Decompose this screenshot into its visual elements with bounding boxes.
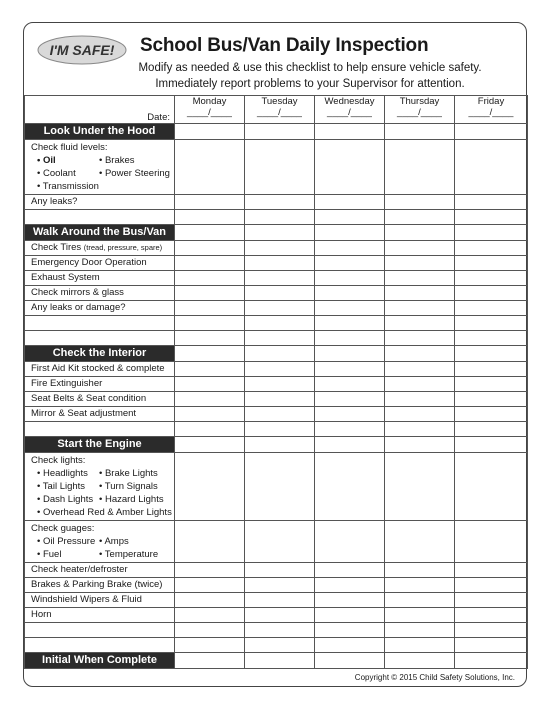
check-cell[interactable] <box>385 377 455 392</box>
check-cell[interactable] <box>455 578 528 593</box>
checklist-row <box>25 563 528 578</box>
section-engine <box>25 437 528 453</box>
check-gauges-item: Check guages: • Oil Pressure • Amps • Fuel • Temperature <box>25 521 175 563</box>
blank-row <box>25 422 528 437</box>
section-title: Walk Around the Bus/Van <box>25 225 175 241</box>
check-cell[interactable] <box>385 608 455 623</box>
check-cell[interactable] <box>175 362 245 377</box>
checklist-row <box>25 453 528 521</box>
day-thursday: Thursday ____/____ <box>385 96 455 124</box>
check-cell[interactable] <box>245 286 315 301</box>
check-cell[interactable] <box>245 301 315 316</box>
check-cell[interactable] <box>245 377 315 392</box>
check-cell[interactable] <box>175 407 245 422</box>
check-cell[interactable] <box>175 301 245 316</box>
checklist-row <box>25 195 528 210</box>
check-cell[interactable] <box>385 362 455 377</box>
check-cell[interactable] <box>245 563 315 578</box>
initial-cell[interactable] <box>175 653 245 669</box>
check-cell[interactable] <box>245 578 315 593</box>
check-cell[interactable] <box>315 195 385 210</box>
section-initial <box>25 653 528 669</box>
check-cell[interactable] <box>245 407 315 422</box>
date-label: Date: <box>25 96 175 124</box>
check-cell[interactable] <box>455 241 528 256</box>
check-cell[interactable] <box>315 140 385 195</box>
check-cell[interactable] <box>175 453 245 521</box>
check-cell[interactable] <box>385 392 455 407</box>
checklist-row <box>25 256 528 271</box>
check-cell[interactable] <box>455 392 528 407</box>
check-cell[interactable] <box>455 453 528 521</box>
initial-cell[interactable] <box>315 653 385 669</box>
check-cell[interactable] <box>315 286 385 301</box>
initial-cell[interactable] <box>455 653 528 669</box>
check-cell[interactable] <box>245 140 315 195</box>
checklist-row <box>25 608 528 623</box>
day-tuesday: Tuesday ____/____ <box>245 96 315 124</box>
check-cell[interactable] <box>175 286 245 301</box>
check-cell[interactable] <box>315 392 385 407</box>
item-label: Any leaks or damage? <box>25 301 175 316</box>
check-cell[interactable] <box>455 301 528 316</box>
item-label: Seat Belts & Seat condition <box>25 392 175 407</box>
item-label: Fire Extinguisher <box>25 377 175 392</box>
check-cell[interactable] <box>315 521 385 563</box>
logo-text: I'M SAFE! <box>49 42 115 58</box>
check-cell[interactable] <box>175 140 245 195</box>
check-cell[interactable] <box>175 593 245 608</box>
check-cell[interactable] <box>455 195 528 210</box>
check-cell[interactable] <box>455 407 528 422</box>
check-cell[interactable] <box>245 453 315 521</box>
check-cell[interactable] <box>385 195 455 210</box>
check-cell[interactable] <box>385 286 455 301</box>
blank-row <box>25 316 528 331</box>
check-cell[interactable] <box>455 362 528 377</box>
check-cell[interactable] <box>245 593 315 608</box>
check-cell[interactable] <box>175 271 245 286</box>
item-label: Check mirrors & glass <box>25 286 175 301</box>
check-cell[interactable] <box>455 271 528 286</box>
check-cell[interactable] <box>245 392 315 407</box>
item-label: Horn <box>25 608 175 623</box>
check-cell[interactable] <box>175 521 245 563</box>
check-cell[interactable] <box>245 608 315 623</box>
inspection-table <box>24 95 528 669</box>
blank-row <box>25 638 528 653</box>
section-walk <box>25 225 528 241</box>
check-cell[interactable] <box>455 563 528 578</box>
check-cell[interactable] <box>455 608 528 623</box>
fluid-levels-item: Check fluid levels: • Oil • Brakes • Coolant • Power Steering • Transmission <box>25 140 175 195</box>
check-cell[interactable] <box>175 392 245 407</box>
item-label: Exhaust System <box>25 271 175 286</box>
check-cell[interactable] <box>455 593 528 608</box>
checklist-row <box>25 593 528 608</box>
section-title: Start the Engine <box>25 437 175 453</box>
check-cell[interactable] <box>175 256 245 271</box>
check-cell[interactable] <box>175 563 245 578</box>
day-monday: Monday ____/____ <box>175 96 245 124</box>
initial-cell[interactable] <box>245 653 315 669</box>
item-label: Brakes & Parking Brake (twice) <box>25 578 175 593</box>
initial-cell[interactable] <box>385 653 455 669</box>
section-title: Initial When Complete <box>25 653 175 669</box>
check-cell[interactable] <box>385 271 455 286</box>
check-cell[interactable] <box>315 301 385 316</box>
item-label: Windshield Wipers & Fluid <box>25 593 175 608</box>
check-cell[interactable] <box>385 593 455 608</box>
check-cell[interactable] <box>315 271 385 286</box>
check-cell[interactable] <box>455 140 528 195</box>
check-lights-item: Check lights: • Headlights • Brake Lights • Tail Lights • Turn Signals • Dash Lights • Hazard Lights • Overhead Red & Amber Lights <box>25 453 175 521</box>
checklist-row <box>25 301 528 316</box>
check-cell[interactable] <box>245 271 315 286</box>
section-interior <box>25 346 528 362</box>
check-cell[interactable] <box>385 578 455 593</box>
blank-row <box>25 210 528 225</box>
check-cell[interactable] <box>315 256 385 271</box>
item-label: Emergency Door Operation <box>25 256 175 271</box>
item-label: Check Tires (tread, pressure, spare) <box>25 241 175 256</box>
checklist-row <box>25 140 528 195</box>
item-label: Check heater/defroster <box>25 563 175 578</box>
check-cell[interactable] <box>385 407 455 422</box>
check-cell[interactable] <box>175 608 245 623</box>
check-cell[interactable] <box>245 195 315 210</box>
section-title: Look Under the Hood <box>25 124 175 140</box>
check-cell[interactable] <box>455 256 528 271</box>
checklist-row <box>25 578 528 593</box>
check-cell[interactable] <box>175 195 245 210</box>
day-wednesday: Wednesday ____/____ <box>315 96 385 124</box>
check-cell[interactable] <box>455 377 528 392</box>
checklist-row <box>25 241 528 256</box>
check-cell[interactable] <box>385 241 455 256</box>
check-cell[interactable] <box>315 578 385 593</box>
check-cell[interactable] <box>315 377 385 392</box>
check-cell[interactable] <box>245 241 315 256</box>
item-label: Any leaks? <box>25 195 175 210</box>
day-friday: Friday ____/____ <box>455 96 528 124</box>
copyright-notice: Copyright © 2015 Child Safety Solutions, Inc. <box>354 673 515 682</box>
blank-row <box>25 623 528 638</box>
check-cell[interactable] <box>315 362 385 377</box>
item-label: Mirror & Seat adjustment <box>25 407 175 422</box>
check-cell[interactable] <box>315 241 385 256</box>
check-cell[interactable] <box>315 593 385 608</box>
subtitle-line-1: Modify as needed & use this checklist to help ensure vehicle safety. <box>138 62 482 74</box>
checklist-row <box>25 521 528 563</box>
check-cell[interactable] <box>175 241 245 256</box>
im-safe-logo <box>36 34 128 66</box>
checklist-row <box>25 407 528 422</box>
check-cell[interactable] <box>385 140 455 195</box>
checklist-row <box>25 392 528 407</box>
check-cell[interactable] <box>385 563 455 578</box>
check-cell[interactable] <box>385 453 455 521</box>
subtitle-line-2: Immediately report problems to your Supervisor for attention. <box>155 78 465 90</box>
section-hood <box>25 124 528 140</box>
check-cell[interactable] <box>385 521 455 563</box>
checklist-row <box>25 362 528 377</box>
check-cell[interactable] <box>175 377 245 392</box>
check-cell[interactable] <box>245 256 315 271</box>
check-cell[interactable] <box>245 362 315 377</box>
check-cell[interactable] <box>455 286 528 301</box>
checklist-row <box>25 271 528 286</box>
check-cell[interactable] <box>245 521 315 563</box>
check-cell[interactable] <box>315 563 385 578</box>
checklist-row <box>25 286 528 301</box>
check-cell[interactable] <box>455 521 528 563</box>
section-title: Check the Interior <box>25 346 175 362</box>
blank-row <box>25 331 528 346</box>
header-row <box>25 96 528 124</box>
page-title: School Bus/Van Daily Inspection <box>140 35 429 56</box>
check-cell[interactable] <box>315 453 385 521</box>
check-cell[interactable] <box>175 578 245 593</box>
check-cell[interactable] <box>315 407 385 422</box>
page-subtitle <box>120 60 500 92</box>
check-cell[interactable] <box>315 608 385 623</box>
check-cell[interactable] <box>385 256 455 271</box>
item-label: First Aid Kit stocked & complete <box>25 362 175 377</box>
checklist-row <box>25 377 528 392</box>
check-cell[interactable] <box>385 301 455 316</box>
